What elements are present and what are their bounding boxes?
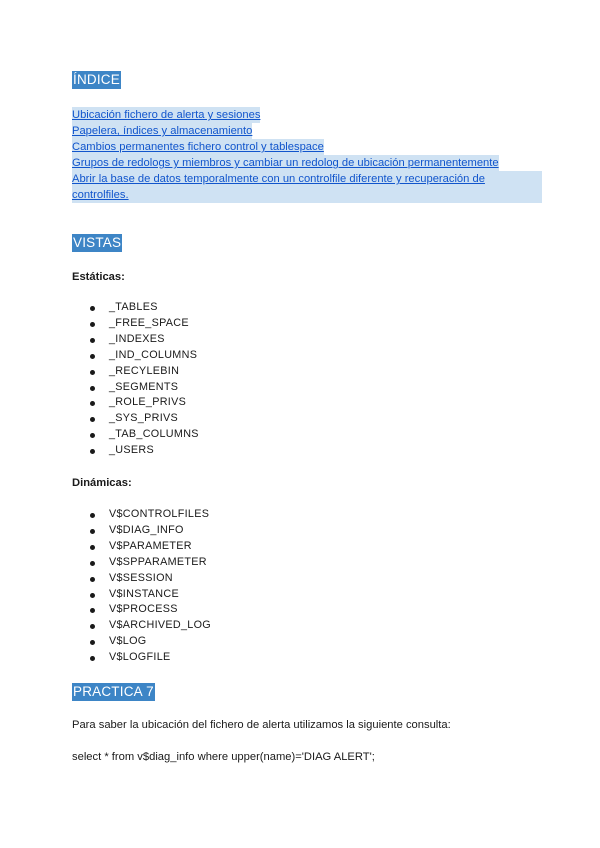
- list-item: V$LOGFILE: [88, 650, 211, 666]
- list-item: V$INSTANCE: [88, 587, 211, 603]
- toc-link-alerta[interactable]: Ubicación fichero de alerta y sesiones: [72, 109, 261, 121]
- practica-intro: Para saber la ubicación del fichero de alerta utilizamos la siguiente consulta:: [72, 719, 451, 731]
- list-item: _TABLES: [88, 300, 199, 316]
- practica-query: select * from v$diag_info where upper(name)='DIAG ALERT';: [72, 751, 375, 763]
- estaticas-label: Estáticas:: [72, 271, 125, 283]
- vistas-heading: VISTAS: [73, 235, 122, 250]
- list-item: V$DIAG_INFO: [88, 523, 211, 539]
- list-item: V$SESSION: [88, 571, 211, 587]
- list-item: V$CONTROLFILES: [88, 507, 211, 523]
- list-item: _ROLE_PRIVS: [88, 395, 199, 411]
- list-item: _USERS: [88, 443, 199, 459]
- dinamicas-list: [88, 507, 211, 666]
- estaticas-list: [88, 300, 199, 459]
- dinamicas-label: Dinámicas:: [72, 477, 132, 489]
- toc-link-redologs[interactable]: Grupos de redologs y miembros y cambiar un redolog de ubicación permanentemente: [72, 157, 499, 169]
- list-item: V$LOG: [88, 634, 211, 650]
- list-item: V$SPPARAMETER: [88, 555, 211, 571]
- toc-link-cambios[interactable]: Cambios permanentes fichero control y tablespace: [72, 141, 324, 153]
- list-item: V$PARAMETER: [88, 539, 211, 555]
- toc-link-papelera[interactable]: Papelera, índices y almacenamiento: [72, 125, 253, 137]
- list-item: _TAB_COLUMNS: [88, 427, 199, 443]
- list-item: _SYS_PRIVS: [88, 411, 199, 427]
- table-of-contents: [72, 107, 542, 203]
- list-item: V$PROCESS: [88, 602, 211, 618]
- list-item: _INDEXES: [88, 332, 199, 348]
- list-item: _SEGMENTS: [88, 380, 199, 396]
- toc-link-controlfile[interactable]: Abrir la base de datos temporalmente con un controlfile diferente y recuperación de controlfiles.: [72, 171, 542, 203]
- list-item: _FREE_SPACE: [88, 316, 199, 332]
- list-item: _IND_COLUMNS: [88, 348, 199, 364]
- list-item: _RECYLEBIN: [88, 364, 199, 380]
- indice-heading: ÍNDICE: [73, 72, 120, 87]
- practica-heading: PRACTICA 7: [73, 684, 154, 699]
- list-item: V$ARCHIVED_LOG: [88, 618, 211, 634]
